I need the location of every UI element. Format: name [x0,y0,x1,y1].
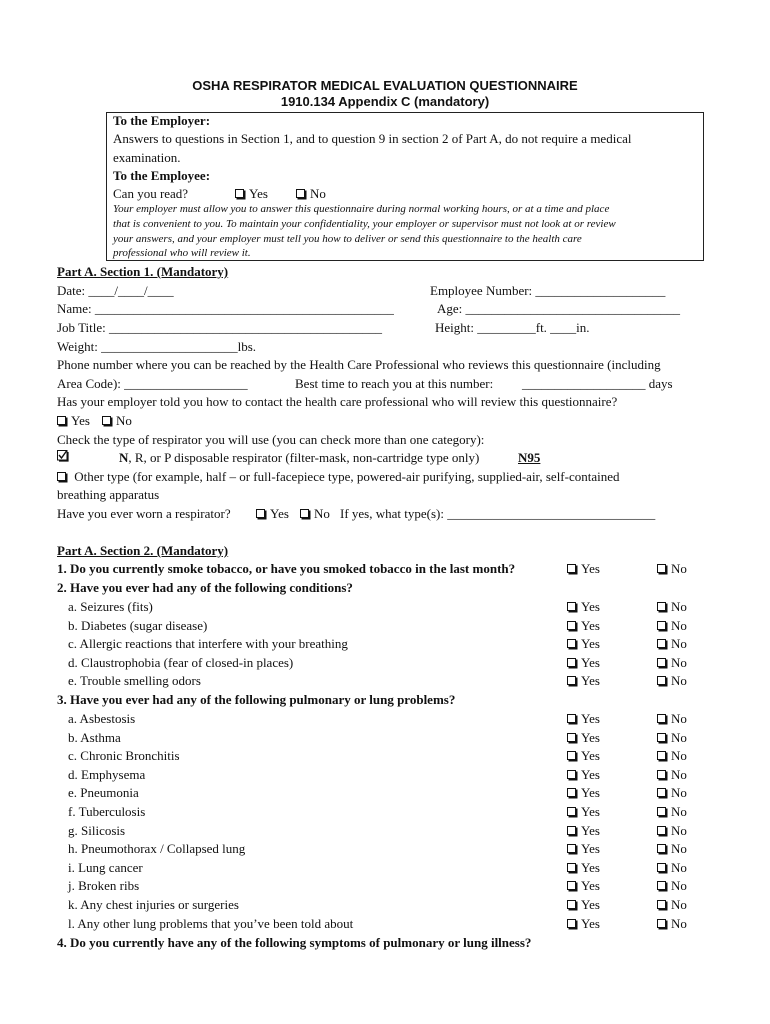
question-4: 4. Do you currently have any of the following symptoms of pulmonary or lung illness? [57,935,532,950]
checkbox-icon[interactable] [567,751,576,760]
checkbox-icon[interactable] [567,602,576,611]
q3-item-label: d. Emphysema [68,766,146,782]
q3-item-label: l. Any other lung problems that you’ve been told about [68,915,354,931]
can-read-no-option[interactable]: No [296,186,326,202]
q3-yes-option[interactable]: Yes [567,748,600,764]
q3-yes-option[interactable]: Yes [567,841,600,857]
respirator-type-question: Check the type of respirator you will use (you can check more than one category): [57,432,485,447]
question-2: 2. Have you ever had any of the following conditions? [57,580,353,595]
checkbox-icon[interactable] [567,826,576,835]
q3-item-label: f. Tuberculosis [68,804,146,819]
checkbox-icon[interactable] [256,509,265,518]
checkbox-icon[interactable] [657,844,666,853]
instructions-italic-4: professional who will review it. [113,247,251,259]
checkbox-icon[interactable] [567,639,576,648]
q3-no-option[interactable]: No [657,767,687,783]
worn-type-field[interactable]: If yes, what type(s): ________________________________ [340,506,656,521]
q2-yes-option[interactable]: Yes [567,655,600,671]
q2-item-label: b. Diabetes (sugar disease) [68,617,208,633]
q3-no-option[interactable]: No [657,878,687,894]
height-field[interactable]: Height: _________ft. ____in. [435,320,590,335]
checkbox-icon[interactable] [657,826,666,835]
checkbox-icon[interactable] [567,733,576,742]
checkbox-icon[interactable] [657,770,666,779]
q2-yes-option[interactable]: Yes [567,673,600,689]
phone-field[interactable]: Area Code): ___________________ [57,376,248,391]
q3-item-label: b. Asthma [68,729,121,745]
employee-heading: To the Employee: [113,168,211,183]
q3-item-label: k. Any chest injuries or surgeries [68,897,239,912]
q3-no-option[interactable]: No [657,711,687,727]
q2-item-label: d. Claustrophobia (fear of closed-in places) [68,654,294,670]
checkbox-icon[interactable] [657,788,666,797]
phone-question-line-1: Phone number where you can be reached by the Health Care Professional who reviews this questionnaire (including [57,357,661,372]
employer-text-line-2: examination. [113,150,181,165]
checkbox-icon[interactable] [567,881,576,890]
can-read-label: Can you read? [113,186,189,201]
question-1: 1. Do you currently smoke tobacco, or have you smoked tobacco in the last month? [57,561,516,576]
q3-no-option[interactable]: No [657,785,687,801]
q2-no-option[interactable]: No [657,599,687,615]
told-contact-question: Has your employer told you how to contact the health care professional who will review this questionnaire? [57,394,618,409]
checkbox-icon[interactable] [296,189,305,198]
q3-yes-option[interactable]: Yes [567,878,600,894]
q3-item-label: e. Pneumonia [68,785,139,801]
question-3: 3. Have you ever had any of the following pulmonary or lung problems? [57,692,456,707]
checkbox-icon[interactable] [57,416,66,425]
employer-heading: To the Employer: [113,113,211,128]
q3-no-option[interactable]: No [657,841,687,857]
q2-no-option[interactable]: No [657,673,687,689]
checkbox-icon[interactable] [567,621,576,630]
checkbox-icon[interactable] [657,900,666,909]
section2-heading: Part A. Section 2. (Mandatory) [57,543,229,558]
checkbox-icon[interactable] [567,770,576,779]
q3-yes-option[interactable]: Yes [567,785,600,801]
checkbox-icon[interactable] [567,564,576,573]
q3-yes-option[interactable]: Yes [567,730,600,746]
q1-yes-option[interactable]: Yes [567,561,600,577]
q3-no-option[interactable]: No [657,916,687,932]
q3-item-label: a. Asbestosis [68,711,136,726]
checkbox-icon[interactable] [657,881,666,890]
checkbox-icon[interactable] [300,509,309,518]
q3-no-option[interactable]: No [657,823,687,839]
q1-no-option[interactable]: No [657,561,687,577]
checkbox-icon[interactable] [657,751,666,760]
checkbox-icon[interactable] [102,416,111,425]
name-field[interactable]: Name: ______________________________________________ [57,301,394,316]
checkbox-icon[interactable] [657,621,666,630]
employee-number-field[interactable]: Employee Number: ____________________ [430,283,666,298]
q3-no-option[interactable]: No [657,897,687,913]
q3-yes-option[interactable]: Yes [567,804,600,820]
q3-yes-option[interactable]: Yes [567,860,600,876]
checkbox-icon[interactable] [567,788,576,797]
worn-respirator-question: Have you ever worn a respirator? [57,506,231,521]
date-field[interactable]: Date: ____/____/____ [57,283,174,298]
q2-yes-option[interactable]: Yes [567,618,600,634]
section1-heading: Part A. Section 1. (Mandatory) [57,264,229,279]
can-read-yes-option[interactable]: Yes [235,186,268,202]
q3-no-option[interactable]: No [657,804,687,820]
checkbox-icon[interactable] [567,658,576,667]
other-type-line-2: breathing apparatus [57,487,160,502]
checkbox-icon[interactable] [235,189,244,198]
checkbox-icon[interactable] [657,733,666,742]
q3-item-label: g. Silicosis [68,822,126,838]
checkbox-icon[interactable] [567,863,576,872]
checkbox-icon[interactable] [567,714,576,723]
q3-yes-option[interactable]: Yes [567,916,600,932]
q2-no-option[interactable]: No [657,636,687,652]
q2-no-option[interactable]: No [657,618,687,634]
q3-item-label: c. Chronic Bronchitis [68,748,180,764]
checkbox-icon[interactable] [657,807,666,816]
q3-item-label: h. Pneumothorax / Collapsed lung [68,841,246,857]
checkbox-icon[interactable] [567,919,576,928]
document-title: OSHA RESPIRATOR MEDICAL EVALUATION QUESTIONNAIRE [192,78,578,93]
told-yes-option[interactable]: Yes [57,413,90,429]
checkbox-icon[interactable] [657,863,666,872]
q3-yes-option[interactable]: Yes [567,711,600,727]
checkbox-icon[interactable] [657,564,666,573]
instructions-italic-2: that is convenient to you. To maintain your confidentiality, your employer or supervisor must not look at or review [113,218,616,230]
best-time-field[interactable]: ___________________ days [522,376,673,391]
npr-option-label: N, R, or P disposable respirator (filter-mask, non-cartridge type only) [119,450,480,465]
q2-item-label: a. Seizures (fits) [68,599,153,614]
q2-item-label: c. Allergic reactions that interfere with your breathing [68,636,348,652]
best-time-label: Best time to reach you at this number: [295,376,494,391]
q3-yes-option[interactable]: Yes [567,897,600,913]
q2-yes-option[interactable]: Yes [567,636,600,652]
q2-item-label: e. Trouble smelling odors [68,673,201,689]
q2-yes-option[interactable]: Yes [567,599,600,615]
q3-no-option[interactable]: No [657,860,687,876]
q3-no-option[interactable]: No [657,748,687,764]
worn-no-option[interactable]: No [300,506,330,522]
q3-no-option[interactable]: No [657,730,687,746]
other-type-option[interactable]: Other type (for example, half – or full-facepiece type, powered-air purifying, supplied-air, self-contained [57,469,620,485]
npr-answer: N95 [518,450,541,465]
checkbox-icon[interactable] [567,900,576,909]
checkbox-icon[interactable] [567,844,576,853]
q2-no-option[interactable]: No [657,655,687,671]
age-field[interactable]: Age: _________________________________ [437,301,681,316]
checkbox-icon[interactable] [657,919,666,928]
q3-item-label: i. Lung cancer [68,859,143,875]
q3-item-label: j. Broken ribs [68,878,140,894]
npr-n-bold: N [119,450,129,465]
employer-text-line-1: Answers to questions in Section 1, and to question 9 in section 2 of Part A, do not require a medical [113,131,632,146]
checkbox-icon[interactable] [657,676,666,685]
checkbox-icon[interactable] [657,714,666,723]
checkbox-icon[interactable] [657,658,666,667]
checkbox-icon[interactable] [567,676,576,685]
q3-yes-option[interactable]: Yes [567,823,600,839]
told-no-option[interactable]: No [102,413,132,429]
checkbox-icon[interactable] [657,639,666,648]
checked-checkbox-icon[interactable] [57,449,69,465]
worn-yes-option[interactable]: Yes [256,506,289,522]
job-title-field[interactable]: Job Title: __________________________________________ [57,320,383,335]
document-subtitle: 1910.134 Appendix C (mandatory) [280,94,490,109]
checkbox-icon[interactable] [657,602,666,611]
q3-yes-option[interactable]: Yes [567,767,600,783]
instructions-italic-1: Your employer must allow you to answer this questionnaire during normal working hours, or at a time and place [113,203,610,215]
weight-field[interactable]: Weight: _____________________lbs. [57,339,257,354]
checkbox-icon[interactable] [57,472,66,481]
checkbox-icon[interactable] [567,807,576,816]
instructions-italic-3: your answers, and your employer must tell you how to deliver or send this questionnaire to the health care [113,233,582,245]
